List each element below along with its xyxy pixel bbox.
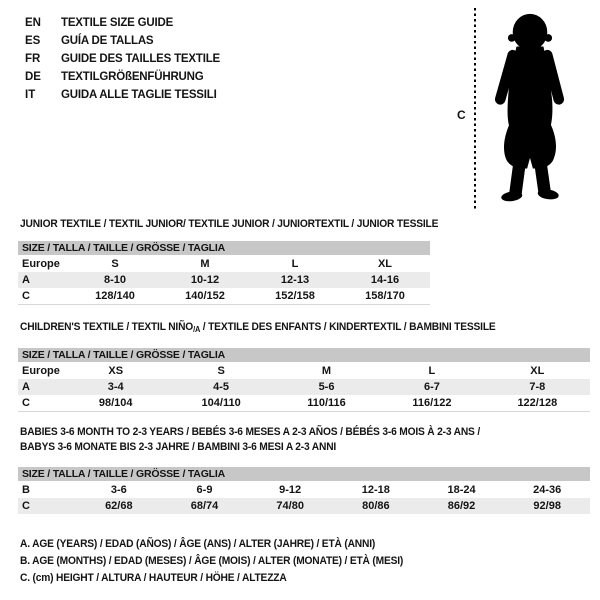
size-cell: XL xyxy=(530,365,545,377)
months-cell: 18-24 xyxy=(447,484,476,496)
babies-size-table xyxy=(18,467,590,514)
table-row-months xyxy=(18,482,590,498)
height-dotted-line xyxy=(474,8,476,209)
height-cell: 86/92 xyxy=(447,500,476,512)
months-cell: 24-36 xyxy=(533,484,562,496)
row-label: A xyxy=(22,381,30,393)
size-cell: S xyxy=(217,365,225,377)
legend-footnotes xyxy=(20,536,432,587)
children-title-main: CHILDREN'S TEXTILE / TEXTIL NIÑO xyxy=(20,321,194,333)
children-section-title xyxy=(20,320,496,335)
children-size-table xyxy=(18,348,590,412)
babies-title-line1: BABIES 3-6 MONTH TO 2-3 YEARS / BEBÉS 3-6 MESES A 2-3 AÑOS / BÉBÉS 3-6 MOIS À 2-3 ANS / xyxy=(20,426,481,438)
language-row-fr xyxy=(25,50,220,68)
size-cell: L xyxy=(291,258,299,270)
height-cell: 110/116 xyxy=(307,397,346,409)
footnote-height-cm: C. (cm) HEIGHT / ALTURA / HAUTEUR / HÖHE / ALTEZZA xyxy=(20,572,287,584)
row-label: C xyxy=(22,290,30,302)
months-cell: 3-6 xyxy=(110,484,127,496)
months-cell: 9-12 xyxy=(279,484,302,496)
row-label: C xyxy=(22,500,30,512)
age-cell: 5-6 xyxy=(318,381,335,393)
guide-title: GUIDA ALLE TAGLIE TESSILI xyxy=(61,89,217,101)
row-label: Europe xyxy=(22,365,60,377)
size-cell: M xyxy=(200,258,210,270)
size-cell: S xyxy=(111,258,119,270)
age-cell: 12-13 xyxy=(280,274,310,286)
language-row-es xyxy=(25,32,220,50)
row-label: A xyxy=(22,274,30,286)
age-cell: 14-16 xyxy=(370,274,400,286)
height-measure-label: C xyxy=(457,108,466,122)
age-cell: 4-5 xyxy=(213,381,230,393)
row-label: Europe xyxy=(22,258,60,270)
height-cell: 128/140 xyxy=(95,290,135,302)
table-row-height xyxy=(18,288,430,304)
height-cell: 74/80 xyxy=(276,500,304,512)
age-cell: 3-4 xyxy=(107,381,124,393)
height-cell: 140/152 xyxy=(185,290,225,302)
table-row-europe xyxy=(18,256,430,272)
junior-section-title: JUNIOR TEXTILE / TEXTIL JUNIOR/ TEXTILE JUNIOR / JUNIORTEXTIL / JUNIOR TESSILE xyxy=(20,218,439,230)
baby-height-figure xyxy=(455,5,595,215)
size-cell: M xyxy=(321,365,332,377)
language-code: DE xyxy=(25,71,41,83)
guide-title: GUIDE DES TAILLES TEXTILE xyxy=(61,53,220,65)
age-cell: 6-7 xyxy=(423,381,440,393)
size-cell: XS xyxy=(108,365,124,377)
age-cell: 8-10 xyxy=(103,274,127,286)
table-row-age xyxy=(18,379,590,395)
table-row-age xyxy=(18,272,430,288)
size-cell: L xyxy=(428,365,436,377)
guide-title: TEXTILE SIZE GUIDE xyxy=(61,17,174,29)
age-cell: 7-8 xyxy=(529,381,546,393)
table-row-europe xyxy=(18,363,590,379)
table-row-height xyxy=(18,498,590,514)
height-cell: 158/170 xyxy=(365,290,405,302)
guide-title: GUÍA DE TALLAS xyxy=(61,35,154,47)
height-cell: 68/74 xyxy=(190,500,219,512)
row-label: C xyxy=(22,397,30,409)
children-title-subscript: /A xyxy=(193,325,201,334)
table-row-height xyxy=(18,395,590,411)
language-row-it xyxy=(25,86,220,104)
months-cell: 12-18 xyxy=(361,484,390,496)
language-code: EN xyxy=(25,17,41,29)
language-code: FR xyxy=(25,53,41,65)
size-cell: XL xyxy=(377,258,393,270)
height-cell: 62/68 xyxy=(105,500,133,512)
height-cell: 122/128 xyxy=(517,397,558,409)
baby-silhouette-icon xyxy=(482,8,578,208)
guide-title: TEXTILGRÖßENFÜHRUNG xyxy=(61,71,204,83)
height-cell: 116/122 xyxy=(412,397,452,409)
language-title-list xyxy=(25,14,220,104)
age-cell: 10-12 xyxy=(190,274,220,286)
height-cell: 152/158 xyxy=(275,290,315,302)
language-row-en xyxy=(25,14,220,32)
height-cell: 80/86 xyxy=(362,500,390,512)
height-cell: 98/104 xyxy=(98,397,133,409)
children-title-rest: / TEXTILE DES ENFANTS / KINDERTEXTIL / BAMBINI TESSILE xyxy=(200,321,496,333)
size-header-bar: SIZE / TALLA / TAILLE / GRÖSSE / TAGLIA xyxy=(18,467,590,481)
height-cell: 92/98 xyxy=(533,500,561,512)
footnote-age-years: A. AGE (YEARS) / EDAD (AÑOS) / ÂGE (ANS) / ALTER (JAHRE) / ETÀ (ANNI) xyxy=(20,538,376,550)
language-code: ES xyxy=(25,35,41,47)
babies-section-title xyxy=(20,425,480,455)
junior-size-table xyxy=(18,241,430,305)
language-row-de xyxy=(25,68,220,86)
height-cell: 104/110 xyxy=(201,397,241,409)
row-label: B xyxy=(22,484,30,496)
size-header-bar: SIZE / TALLA / TAILLE / GRÖSSE / TAGLIA xyxy=(18,241,430,255)
babies-title-line2: BABYS 3-6 MONATE BIS 2-3 JAHRE / BAMBINI 3-6 MESI A 2-3 ANNI xyxy=(20,441,337,453)
size-header-bar: SIZE / TALLA / TAILLE / GRÖSSE / TAGLIA xyxy=(18,348,590,362)
months-cell: 6-9 xyxy=(196,484,213,496)
language-code: IT xyxy=(25,89,36,101)
footnote-age-months: B. AGE (MONTHS) / EDAD (MESES) / ÂGE (MOIS) / ALTER (MONATE) / ETÀ (MESI) xyxy=(20,555,404,567)
